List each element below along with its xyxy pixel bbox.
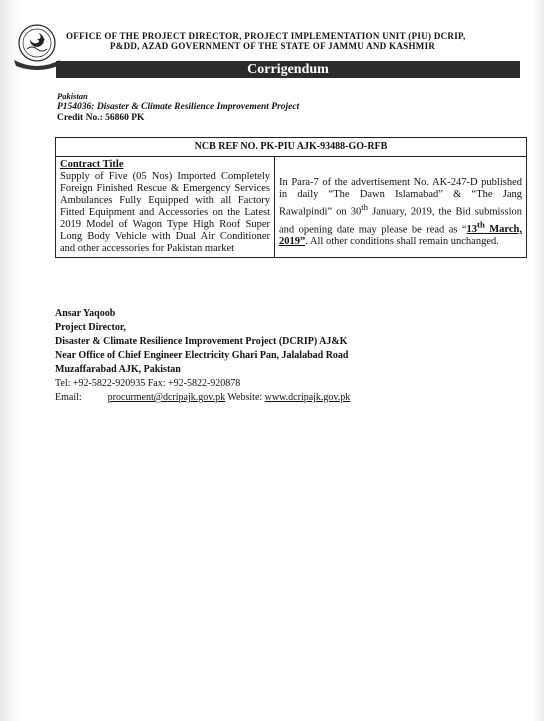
project-country: Pakistan — [57, 91, 88, 101]
corrigendum-banner — [56, 61, 520, 78]
new-date-day: 13 — [466, 224, 478, 235]
header-line-1: OFFICE OF THE PROJECT DIRECTOR, PROJECT IMPLEMENTATION UNIT (PIU) DCRIP, — [66, 31, 466, 41]
table-row — [56, 138, 527, 157]
website-label: Website: — [225, 392, 265, 403]
project-info — [57, 91, 299, 124]
project-id-title: P154036: Disaster & Climate Resilience Improvement Project — [57, 102, 300, 112]
page-shadow-left — [0, 0, 20, 721]
new-date-sup: th — [477, 219, 485, 230]
contact-block — [55, 307, 350, 405]
contract-title-text: Supply of Five (05 Nos) Imported Completely Foreign Finished Rescue & Emergency Services Ambulances Fully Equipped with all Factory Fitted Equipment and Accessories on the Latest 2019 Model of Wagon Type High Roof Super Long Body Vehicle with Dual Air Conditioner and other accessories for Pakistan market — [60, 171, 270, 254]
email-link[interactable]: procurment@dcripajk.gov.pk — [107, 392, 226, 403]
notice-sup: th — [361, 202, 369, 212]
new-date-rest: March, 2019” — [279, 224, 522, 247]
contact-name: Ansar Yaqoob — [55, 308, 116, 319]
contract-cell — [56, 157, 275, 258]
contact-designation: Project Director, — [55, 322, 126, 333]
credit-number: Credit No.: 56860 PK — [57, 113, 145, 123]
ncb-ref: NCB REF NO. PK-PIU AJK-93488-GO-RFB — [56, 138, 527, 157]
contact-organization: Disaster & Climate Resilience Improvement Project (DCRIP) AJ&K — [55, 336, 348, 347]
notice-text-3: . All other conditions shall remain unchanged. — [305, 236, 499, 247]
table-row — [56, 157, 527, 258]
notice-cell — [275, 157, 527, 258]
contact-address: Near Office of Chief Engineer Electricity Ghari Pan, Jalalabad Road — [55, 350, 349, 361]
contact-city: Muzaffarabad AJK, Pakistan — [55, 364, 181, 375]
website-link[interactable]: www.dcripajk.gov.pk — [264, 392, 351, 403]
header-line-2: P&DD, AZAD GOVERNMENT OF THE STATE OF JAMMU AND KASHMIR — [110, 41, 436, 51]
contact-phone: Tel: +92-5822-920935 Fax: +92-5822-920878 — [55, 378, 241, 389]
contact-web-line — [55, 391, 350, 405]
corrigendum-title: Corrigendum — [247, 62, 329, 77]
contract-title-label: Contract Title — [60, 159, 124, 170]
page-shadow-right — [532, 0, 544, 721]
notice-text-2: January, 2019, the Bid submission and opening date may please be read as “ — [279, 206, 522, 235]
email-label: Email: — [55, 392, 82, 403]
notice-text-1: In Para-7 of the advertisement No. AK-247-D published in daily “The Dawn Islamabad” & “The Jang Rawalpindi” on 30 — [279, 177, 522, 218]
tender-table — [55, 137, 527, 258]
